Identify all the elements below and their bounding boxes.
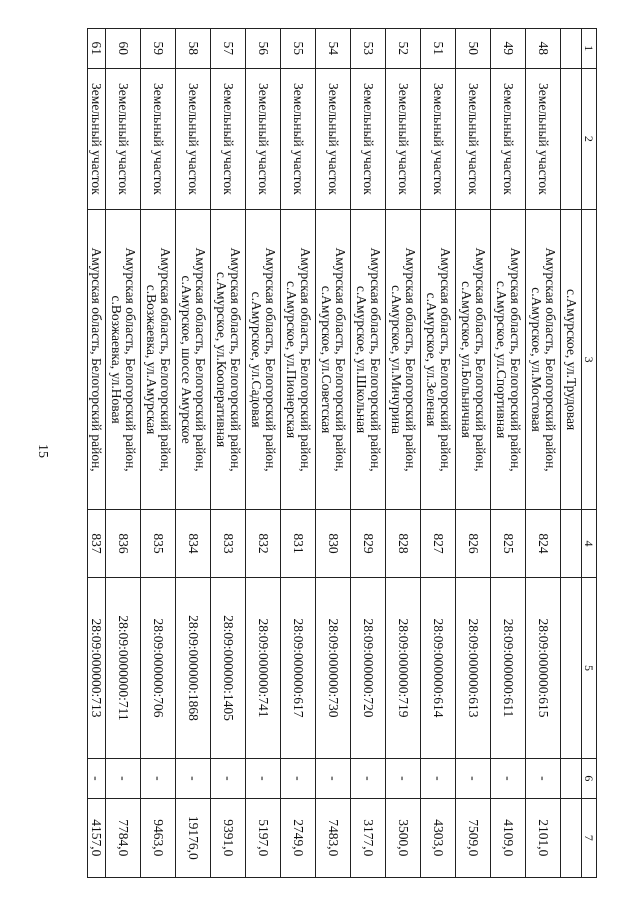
object-type: Земельный участок (281, 68, 316, 210)
address-line-2: с.Амурское, ул.Мостовая (529, 287, 544, 432)
column-header: 1 (582, 29, 597, 69)
table-row (316, 29, 351, 878)
register-number: 836 (106, 510, 141, 578)
column-6-value: - (281, 759, 316, 799)
address-cell: с.Амурское, ул.Трудовая (561, 210, 582, 510)
register-number: 829 (351, 510, 386, 578)
address-cell (351, 210, 386, 510)
column-header: 7 (582, 798, 597, 877)
area-value: 2101,0 (526, 798, 561, 877)
cadastral-number: 28:09:000000:719 (386, 577, 421, 758)
object-type: Земельный участок (386, 68, 421, 210)
area-value: 19176,0 (176, 798, 211, 877)
column-6-value: - (526, 759, 561, 799)
object-type: Земельный участок (106, 68, 141, 210)
table-row (106, 29, 141, 878)
column-6-value: - (491, 759, 526, 799)
cadastral-number: 28:09:000000:613 (456, 577, 491, 758)
column-6-value: - (141, 759, 176, 799)
register-number: 826 (456, 510, 491, 578)
area-value: 9463,0 (141, 798, 176, 877)
cadastral-number: 28:09:000000:730 (316, 577, 351, 758)
address-cell (421, 210, 456, 510)
address-line-1: Амурская область, Белогорский район, (333, 247, 348, 472)
address-cell (246, 210, 281, 510)
continuation-row (561, 29, 582, 878)
row-number: 60 (106, 29, 141, 69)
address-cell (211, 210, 246, 510)
address-cell (456, 210, 491, 510)
address-line-1: Амурская область, Белогорский район, (403, 247, 418, 472)
row-number: 61 (88, 29, 106, 69)
address-cell (491, 210, 526, 510)
table-row (491, 29, 526, 878)
table-row (246, 29, 281, 878)
area-value: 3177,0 (351, 798, 386, 877)
cadastral-number: 28:09:000000:617 (281, 577, 316, 758)
cadastral-number: 28:09:000000:741 (246, 577, 281, 758)
cadastral-number: 28:09:0000000:711 (106, 577, 141, 758)
register-number: 837 (88, 510, 106, 578)
address-line-2: с.Амурское, ул.Зеленая (424, 292, 439, 427)
cadastral-number: 28:09:000000:1405 (211, 577, 246, 758)
register-number: 824 (526, 510, 561, 578)
cadastral-number: 28:09:000000:611 (491, 577, 526, 758)
address-line-2: с.Возжаевка, ул.Новая (109, 295, 124, 424)
cadastral-number: 28:09:000000:706 (141, 577, 176, 758)
area-value: 4109,0 (491, 798, 526, 877)
address-line-1: Амурская область, Белогорский район, (508, 247, 523, 472)
address-line-1: Амурская область, Белогорский район, (368, 247, 383, 472)
row-number: 57 (211, 29, 246, 69)
register-number: 827 (421, 510, 456, 578)
object-type: Земельный участок (88, 68, 106, 210)
row-number: 56 (246, 29, 281, 69)
address-line-2: с.Амурское, ул.Пионерская (284, 280, 299, 439)
address-line-1: Амурская область, Белогорский район, (263, 247, 278, 472)
address-cell (386, 210, 421, 510)
column-6-value: - (421, 759, 456, 799)
cadastral-number: 28:09:000000:1868 (176, 577, 211, 758)
register-number: 828 (386, 510, 421, 578)
object-type: Земельный участок (176, 68, 211, 210)
address-cell (106, 210, 141, 510)
table-row (88, 29, 106, 878)
column-6-value: - (246, 759, 281, 799)
object-type: Земельный участок (421, 68, 456, 210)
address-line-1: Амурская область, Белогорский район, (473, 247, 488, 472)
object-type: Земельный участок (141, 68, 176, 210)
column-header: 2 (582, 68, 597, 210)
address-line-2: с.Амурское, ул.Садовая (249, 291, 264, 428)
row-number: 49 (491, 29, 526, 69)
area-value: 5197,0 (246, 798, 281, 877)
column-6-value: - (456, 759, 491, 799)
object-type: Земельный участок (351, 68, 386, 210)
address-line-2: с.Амурское, ул.Кооперативная (214, 271, 229, 448)
address-line-1: Амурская область, Белогорский район, (193, 247, 208, 472)
row-number: 53 (351, 29, 386, 69)
area-value: 9391,0 (211, 798, 246, 877)
register-number: 831 (281, 510, 316, 578)
address-line-1: Амурская область, Белогорский район, (298, 247, 313, 472)
address-cell (176, 210, 211, 510)
register-number: 825 (491, 510, 526, 578)
column-6-value: - (211, 759, 246, 799)
area-value: 7483,0 (316, 798, 351, 877)
object-type: Земельный участок (246, 68, 281, 210)
area-value: 7784,0 (106, 798, 141, 877)
table-row (141, 29, 176, 878)
address-line-2: с.Амурское, ул.Больничная (459, 281, 474, 439)
table-row (526, 29, 561, 878)
address-cell: Амурская область, Белогорский район, (88, 210, 106, 510)
column-header: 3 (582, 210, 597, 510)
rotated-table-wrapper (77, 28, 597, 878)
table-row (211, 29, 246, 878)
column-6-value: - (106, 759, 141, 799)
row-number: 52 (386, 29, 421, 69)
area-value: 3500,0 (386, 798, 421, 877)
row-number: 48 (526, 29, 561, 69)
table-row (176, 29, 211, 878)
column-header: 5 (582, 577, 597, 758)
address-line-2: с.Возжаевка, ул.Амурская (144, 284, 159, 435)
address-line-2: с.Амурское, ул.Мичурина (389, 285, 404, 435)
cadastral-number: 28:09:000000:615 (526, 577, 561, 758)
area-value: 4303,0 (421, 798, 456, 877)
address-line-1: Амурская область, Белогорский район, (438, 247, 453, 472)
area-value: 4157,0 (88, 798, 106, 877)
object-type: Земельный участок (491, 68, 526, 210)
register-number: 833 (211, 510, 246, 578)
row-number: 58 (176, 29, 211, 69)
table-row (386, 29, 421, 878)
area-value: 2749,0 (281, 798, 316, 877)
object-type: Земельный участок (456, 68, 491, 210)
cadastral-number: 28:09:000000:720 (351, 577, 386, 758)
address-line-1: Амурская область, Белогорский район, (228, 247, 243, 472)
column-6-value: - (176, 759, 211, 799)
address-cell (281, 210, 316, 510)
address-line-1: Амурская область, Белогорский район, (543, 247, 558, 472)
table-row (456, 29, 491, 878)
row-number: 50 (456, 29, 491, 69)
area-value: 7509,0 (456, 798, 491, 877)
row-number: 54 (316, 29, 351, 69)
row-number: 55 (281, 29, 316, 69)
column-header: 6 (582, 759, 597, 799)
address-cell (526, 210, 561, 510)
column-number-row (582, 29, 597, 878)
address-line-1: Амурская область, Белогорский район, (123, 247, 138, 472)
row-number: 51 (421, 29, 456, 69)
address-line-2: с.Амурское, шоссе Амурское (179, 275, 194, 444)
address-cell (141, 210, 176, 510)
object-type: Земельный участок (316, 68, 351, 210)
register-number: 835 (141, 510, 176, 578)
address-line-1: Амурская область, Белогорский район, (158, 247, 173, 472)
page-number: 15 (35, 444, 50, 458)
column-6-value: - (386, 759, 421, 799)
object-type: Земельный участок (526, 68, 561, 210)
cadastral-number: 28:09:000000:614 (421, 577, 456, 758)
row-number: 59 (141, 29, 176, 69)
column-6-value: - (316, 759, 351, 799)
register-number: 830 (316, 510, 351, 578)
address-line-2: с.Амурское, ул.Советская (319, 285, 334, 434)
address-line-2: с.Амурское, ул.Спортивная (494, 280, 509, 439)
cadastral-number: 28:09:000000:713 (88, 577, 106, 758)
address-cell (316, 210, 351, 510)
register-number: 832 (246, 510, 281, 578)
column-6-value: - (88, 759, 106, 799)
column-header: 4 (582, 510, 597, 578)
object-type: Земельный участок (211, 68, 246, 210)
table-row (281, 29, 316, 878)
table-row (421, 29, 456, 878)
register-number: 834 (176, 510, 211, 578)
address-line-2: с.Амурское, ул.Школьная (354, 285, 369, 434)
table-row (351, 29, 386, 878)
column-6-value: - (351, 759, 386, 799)
land-plots-table (87, 28, 597, 878)
